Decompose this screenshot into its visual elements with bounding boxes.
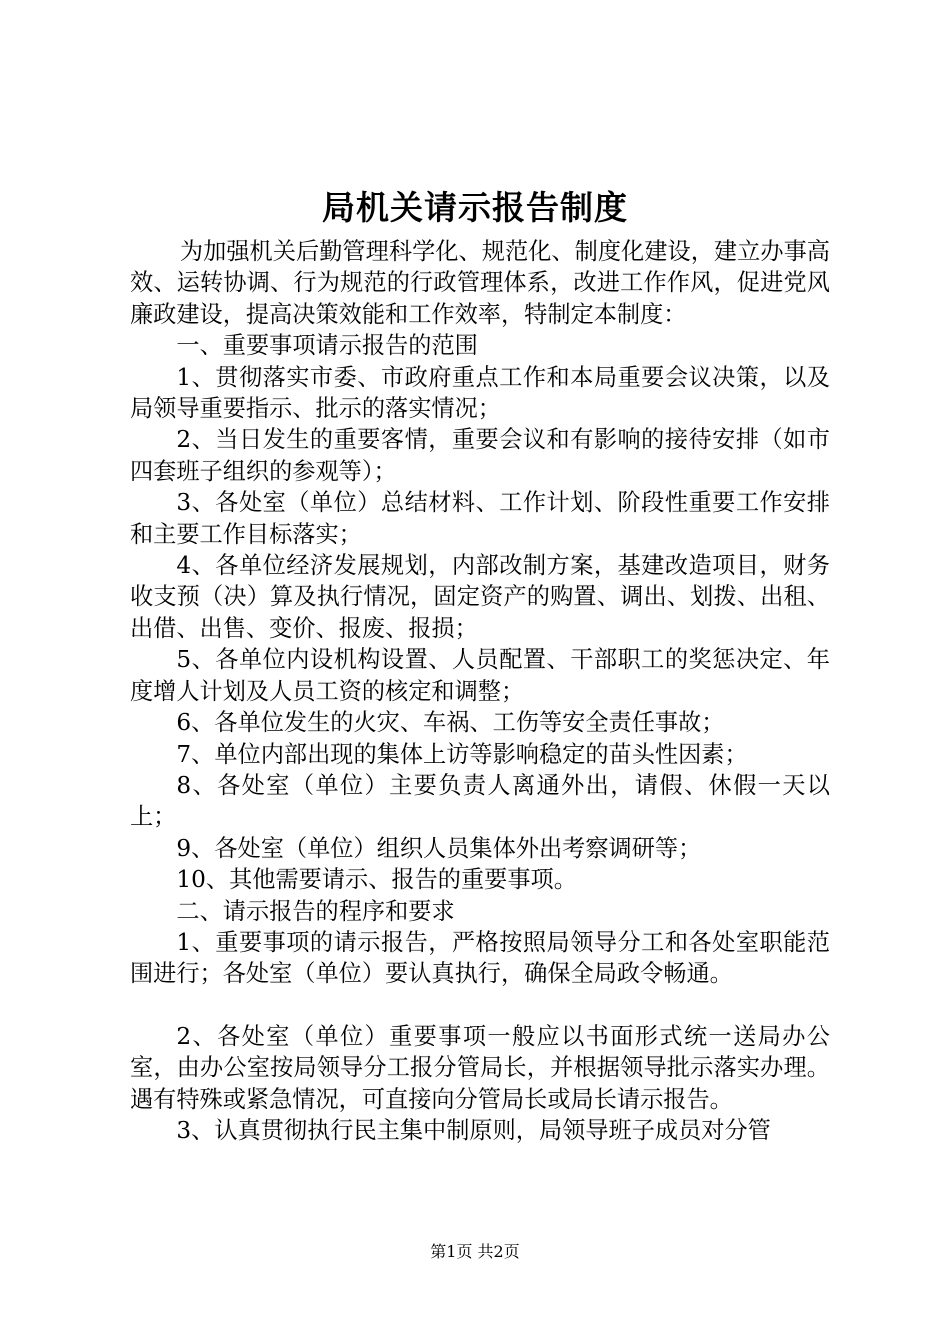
page-footer: 第1页 共2页 [430, 1242, 520, 1261]
list-item: 6、各单位发生的火灾、车祸、工伤等安全责任事故； [176, 709, 725, 737]
list-item: 3、认真贯彻执行民主集中制原则，局领导班子成员对分管 [176, 1116, 771, 1144]
list-item: 8、各处室（单位）主要负责人离通外出，请假、休假一天以上； [130, 771, 830, 831]
list-item: 2、当日发生的重要客情，重要会议和有影响的接待安排（如市四套班子组织的参观等）； [130, 426, 830, 485]
section-heading-1: 一、重要事项请示报告的范围 [176, 332, 478, 360]
list-item: 4、各单位经济发展规划，内部改制方案，基建改造项目，财务收支预（决）算及执行情况，固定资产的购置、调出、划拨、出租、出借、出售、变价、报废、报损； [130, 552, 830, 642]
intro-paragraph: 为加强机关后勤管理科学化、规范化、制度化建设，建立办事高效、运转协调、行为规范的行政管理体系，改进工作作风，促进党风廉政建设，提高决策效能和工作效率，特制定本制度： [130, 238, 830, 328]
list-item: 9、各处室（单位）组织人员集体外出考察调研等； [176, 834, 702, 862]
list-item: 7、单位内部出现的集体上访等影响稳定的苗头性因素； [176, 740, 748, 768]
list-item: 1、重要事项的请示报告，严格按照局领导分工和各处室职能范围进行；各处室（单位）要认真执行，确保全局政令畅通。 [130, 928, 830, 988]
list-item: 10、其他需要请示、报告的重要事项。 [176, 866, 577, 894]
document-title: 局机关请示报告制度 [322, 188, 628, 227]
document-body [130, 236, 830, 1146]
blank-line [130, 990, 830, 1021]
list-item: 5、各单位内设机构设置、人员配置、干部职工的奖惩决定、年度增人计划及人员工资的核定和调整； [130, 646, 830, 705]
list-item: 3、各处室（单位）总结材料、工作计划、阶段性重要工作安排和主要工作目标落实； [130, 489, 830, 548]
list-item: 2、各处室（单位）重要事项一般应以书面形式统一送局办公室，由办公室按局领导分工报分管局长，并根据领导批示落实办理。遇有特殊或紧急情况，可直接向分管局长或局长请示报告。 [130, 1022, 830, 1113]
list-item: 1、贯彻落实市委、市政府重点工作和本局重要会议决策，以及局领导重要指示、批示的落实情况； [130, 363, 830, 423]
section-heading-2: 二、请示报告的程序和要求 [176, 897, 455, 925]
